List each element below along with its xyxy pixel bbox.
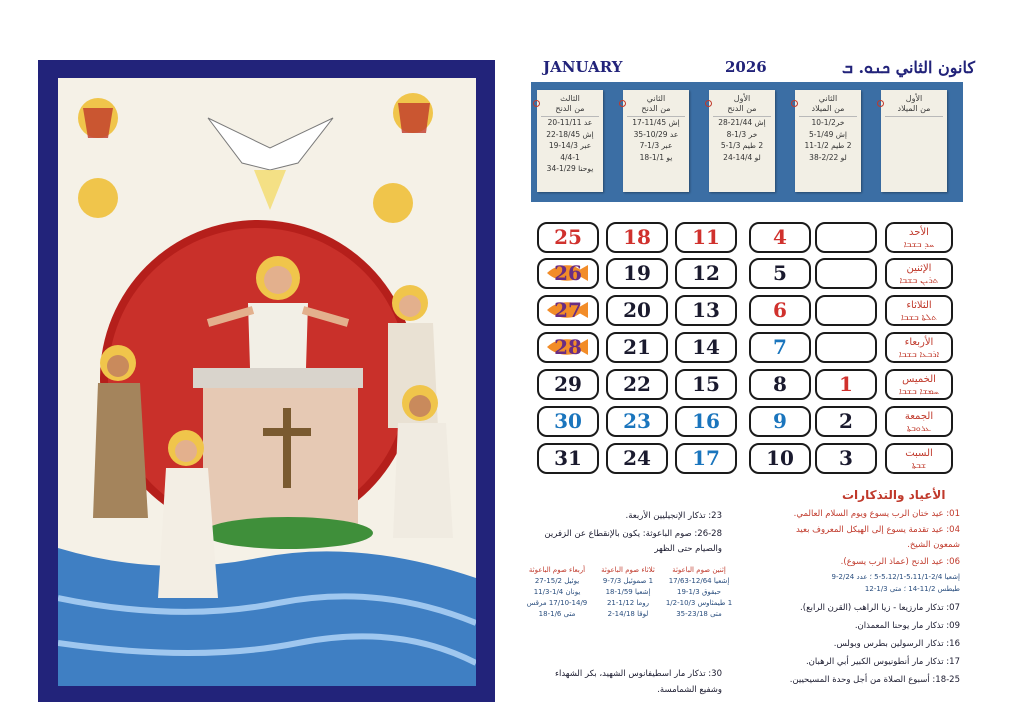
- note-17: 17: تذكار مار أنطونيوس الكبير أبي الرهبان.: [805, 657, 960, 667]
- reading-line: عد 11/11-20: [547, 118, 593, 127]
- note-09: 09: تذكار مار يوحنا المعمذان.: [854, 621, 960, 631]
- fast-column-wednesday: [522, 565, 592, 620]
- reading-card-title: الأول من الدنح: [713, 90, 771, 117]
- day-name-syriac: ܚܡܫܐ ܒܫܒܐ: [898, 387, 939, 397]
- month-title-arabic: كانون الثاني ܟܢܘ. ܒ: [842, 58, 975, 77]
- fast-cell: حبقوق 1/3-19: [677, 588, 721, 596]
- day-name-syriac: ܬܠܬܐ ܒܫܒܐ: [900, 313, 938, 323]
- date-cell[interactable]: 1: [815, 369, 877, 400]
- reading-card-1: [881, 90, 947, 192]
- date-cell-fast[interactable]: [537, 332, 599, 363]
- day-name-arabic: الثلاثاء: [906, 300, 932, 311]
- reading-line: عبر 14/3-19: [548, 141, 592, 150]
- painting-frame: [38, 60, 495, 702]
- date-cell[interactable]: 20: [606, 295, 668, 326]
- date-cell[interactable]: [815, 222, 877, 253]
- date-cell[interactable]: 4: [749, 222, 811, 253]
- date-cell[interactable]: 23: [606, 406, 668, 437]
- day-name-arabic: الأحد: [909, 227, 929, 238]
- date-cell[interactable]: 19: [606, 258, 668, 289]
- year-label: 2026: [725, 58, 767, 76]
- reading-card-3: [709, 90, 775, 192]
- date-cell[interactable]: 2: [815, 406, 877, 437]
- fast-cell: يونان 1/4-11/3: [533, 588, 581, 596]
- day-name-arabic: الخميس: [902, 374, 936, 385]
- fast-cell: متى 1/6-18: [538, 610, 576, 618]
- day-name-syriac: ܐܪܒܥܐ ܒܫܒܐ: [898, 350, 940, 360]
- fast-cell: إشعيا 12/64-17/63: [668, 577, 730, 585]
- day-name-syriac: ܬܪܝܢ ܒܫܒܐ: [899, 276, 939, 286]
- note-06: 06: عيد الدنح (عماذ الرب يسوع).: [840, 557, 960, 567]
- ring-icon: [533, 100, 540, 107]
- reading-line: إش 11/45-17: [632, 118, 680, 127]
- date-number: 26: [554, 261, 582, 285]
- reading-line: 4/4-1: [560, 152, 580, 162]
- fast-cell: روما 1/12-21: [606, 599, 650, 607]
- note-06-readings: إشعيا 2/4-5،11/1-5،12/1-5 ؛ عدد 2/24-9: [831, 573, 960, 581]
- reading-card-title: الثاني من الدنح: [627, 90, 685, 117]
- feasts-heading: الأعياد والتذكارات: [842, 488, 946, 502]
- date-cell[interactable]: 3: [815, 443, 877, 474]
- reading-line: عبر 1/3-7: [639, 141, 673, 150]
- note-18-25: 18-25: أسبوع الصلاة من أجل وحدة المسيحيين.: [789, 675, 960, 685]
- reading-card-title: الثالث من الدنح: [541, 90, 599, 117]
- date-cell[interactable]: 10: [749, 443, 811, 474]
- date-cell-fast[interactable]: [537, 258, 599, 289]
- month-title-english: JANUARY: [543, 58, 623, 76]
- date-cell[interactable]: 6: [749, 295, 811, 326]
- note-26-28-cont: والصيام حتى الظهر: [654, 544, 722, 554]
- reading-line: يو 1/1-18: [639, 152, 673, 162]
- date-cell[interactable]: 12: [675, 258, 737, 289]
- fast-column-head: إثنين صوم الباعوثة: [672, 566, 726, 574]
- painting-illustration: [58, 78, 476, 686]
- reading-line: إش 21/44-28: [718, 118, 766, 127]
- day-name-arabic: الإثنين: [906, 263, 932, 274]
- day-label-friday: [885, 406, 953, 437]
- fast-column-head: أربعاء صوم الباعوثة: [528, 566, 586, 574]
- day-label-monday: [885, 258, 953, 289]
- date-cell[interactable]: 17: [675, 443, 737, 474]
- date-cell[interactable]: 5: [749, 258, 811, 289]
- reading-card-5: [537, 90, 603, 192]
- date-cell[interactable]: 29: [537, 369, 599, 400]
- fast-cell: 17/10-14/9 مرقس: [526, 599, 588, 607]
- date-cell[interactable]: 22: [606, 369, 668, 400]
- date-number: 27: [554, 298, 582, 322]
- day-label-thursday: [885, 369, 953, 400]
- day-name-arabic: الجمعة: [904, 411, 934, 422]
- ring-icon: [619, 100, 626, 107]
- fast-cell: 1 صموئيل 7/3-9: [602, 577, 654, 585]
- reading-line: لو 2/22-38: [809, 152, 847, 162]
- fast-column-tuesday: [593, 565, 663, 620]
- fast-cell: إشعيا 1/59-18: [605, 588, 651, 596]
- date-cell[interactable]: 9: [749, 406, 811, 437]
- fast-cell: 1 طيمثاوس 10/3-1/2: [665, 599, 733, 607]
- date-cell[interactable]: 25: [537, 222, 599, 253]
- day-label-wednesday: [885, 332, 953, 363]
- note-07: 07: تذكار مارزيعا - زيا الراهب (القرن الرابع).: [800, 603, 960, 613]
- ring-icon: [705, 100, 712, 107]
- note-06-readings-2: طيطس 11/2-14 ؛ متى 1/3-12: [864, 585, 960, 593]
- reading-line: إش 18/45-22: [546, 129, 594, 139]
- note-26-28: 26-28: صوم الباعوثة: يكون بالإنقطاع عن الزفرين: [544, 529, 722, 539]
- reading-line: عد 10/29-35: [633, 129, 679, 139]
- reading-line: 2 طيم 1/2-11: [804, 141, 852, 150]
- reading-line: لو 14/4-24: [723, 152, 761, 162]
- day-name-syriac: ܚܕ ܒܫܒܐ: [903, 240, 935, 250]
- day-name-arabic: الأربعاء: [904, 337, 934, 348]
- reading-line: إش 1/49-5: [809, 129, 847, 139]
- reading-line: خر1/2-10: [811, 118, 845, 127]
- date-cell[interactable]: 15: [675, 369, 737, 400]
- date-cell[interactable]: 8: [749, 369, 811, 400]
- date-cell[interactable]: 16: [675, 406, 737, 437]
- reading-line: خر 1/3-8: [726, 129, 758, 139]
- date-cell[interactable]: 31: [537, 443, 599, 474]
- reading-line: يوحنا 1/29-34: [546, 164, 594, 173]
- note-16: 16: تذكار الرسولين بطرس وبولس.: [833, 639, 960, 649]
- date-cell[interactable]: [815, 332, 877, 363]
- date-number: 28: [554, 335, 582, 359]
- fast-cell: لوقا 14/18-2: [607, 610, 649, 618]
- day-label-tuesday: [885, 295, 953, 326]
- note-30-cont: وشفيع الشمامسة.: [657, 685, 722, 695]
- sunday-readings-board: [531, 82, 963, 202]
- note-30: 30: تذكار مار اسطيفانوس الشهيد، بكر الشهداء: [554, 669, 722, 679]
- note-01: 01: عيد ختان الرب يسوع ويوم السلام العالمي.: [793, 509, 960, 519]
- note-23: 23: تذكار الإنجيليين الأربعة.: [625, 511, 722, 521]
- day-name-arabic: السبت: [905, 448, 933, 459]
- date-cell[interactable]: 30: [537, 406, 599, 437]
- date-cell[interactable]: [815, 295, 877, 326]
- fast-column-monday: [664, 565, 734, 620]
- day-label-saturday: [885, 443, 953, 474]
- note-04: 04: عيد تقدمة يسوع إلى الهيكل المعروف بعيد: [795, 525, 960, 535]
- day-name-syriac: ܥܪܘܒܬܐ: [906, 424, 932, 434]
- reading-card-4: [623, 90, 689, 192]
- fast-cell: متى 23/18-35: [676, 610, 722, 618]
- date-cell-fast[interactable]: [537, 295, 599, 326]
- date-cell[interactable]: 7: [749, 332, 811, 363]
- reading-card-title: الثاني من الميلاد: [799, 90, 857, 117]
- ring-icon: [791, 100, 798, 107]
- reading-line: 2 طيم 1/3-5: [720, 141, 764, 150]
- date-cell[interactable]: 13: [675, 295, 737, 326]
- date-cell[interactable]: 14: [675, 332, 737, 363]
- ring-icon: [877, 100, 884, 107]
- day-label-sunday: [885, 222, 953, 253]
- note-04-cont: شمعون الشيخ.: [907, 540, 960, 550]
- date-cell[interactable]: [815, 258, 877, 289]
- date-cell[interactable]: 18: [606, 222, 668, 253]
- baptism-painting: [58, 78, 476, 686]
- reading-card-2: [795, 90, 861, 192]
- fast-cell: يوئيل 15/2-27: [534, 577, 580, 585]
- date-cell[interactable]: 21: [606, 332, 668, 363]
- date-cell[interactable]: 11: [675, 222, 737, 253]
- day-name-syriac: ܫܒܬܐ: [911, 461, 927, 471]
- fast-column-head: ثلاثاء صوم الباعوثة: [601, 566, 655, 574]
- reading-card-title: الأول من الميلاد: [885, 90, 943, 117]
- date-cell[interactable]: 24: [606, 443, 668, 474]
